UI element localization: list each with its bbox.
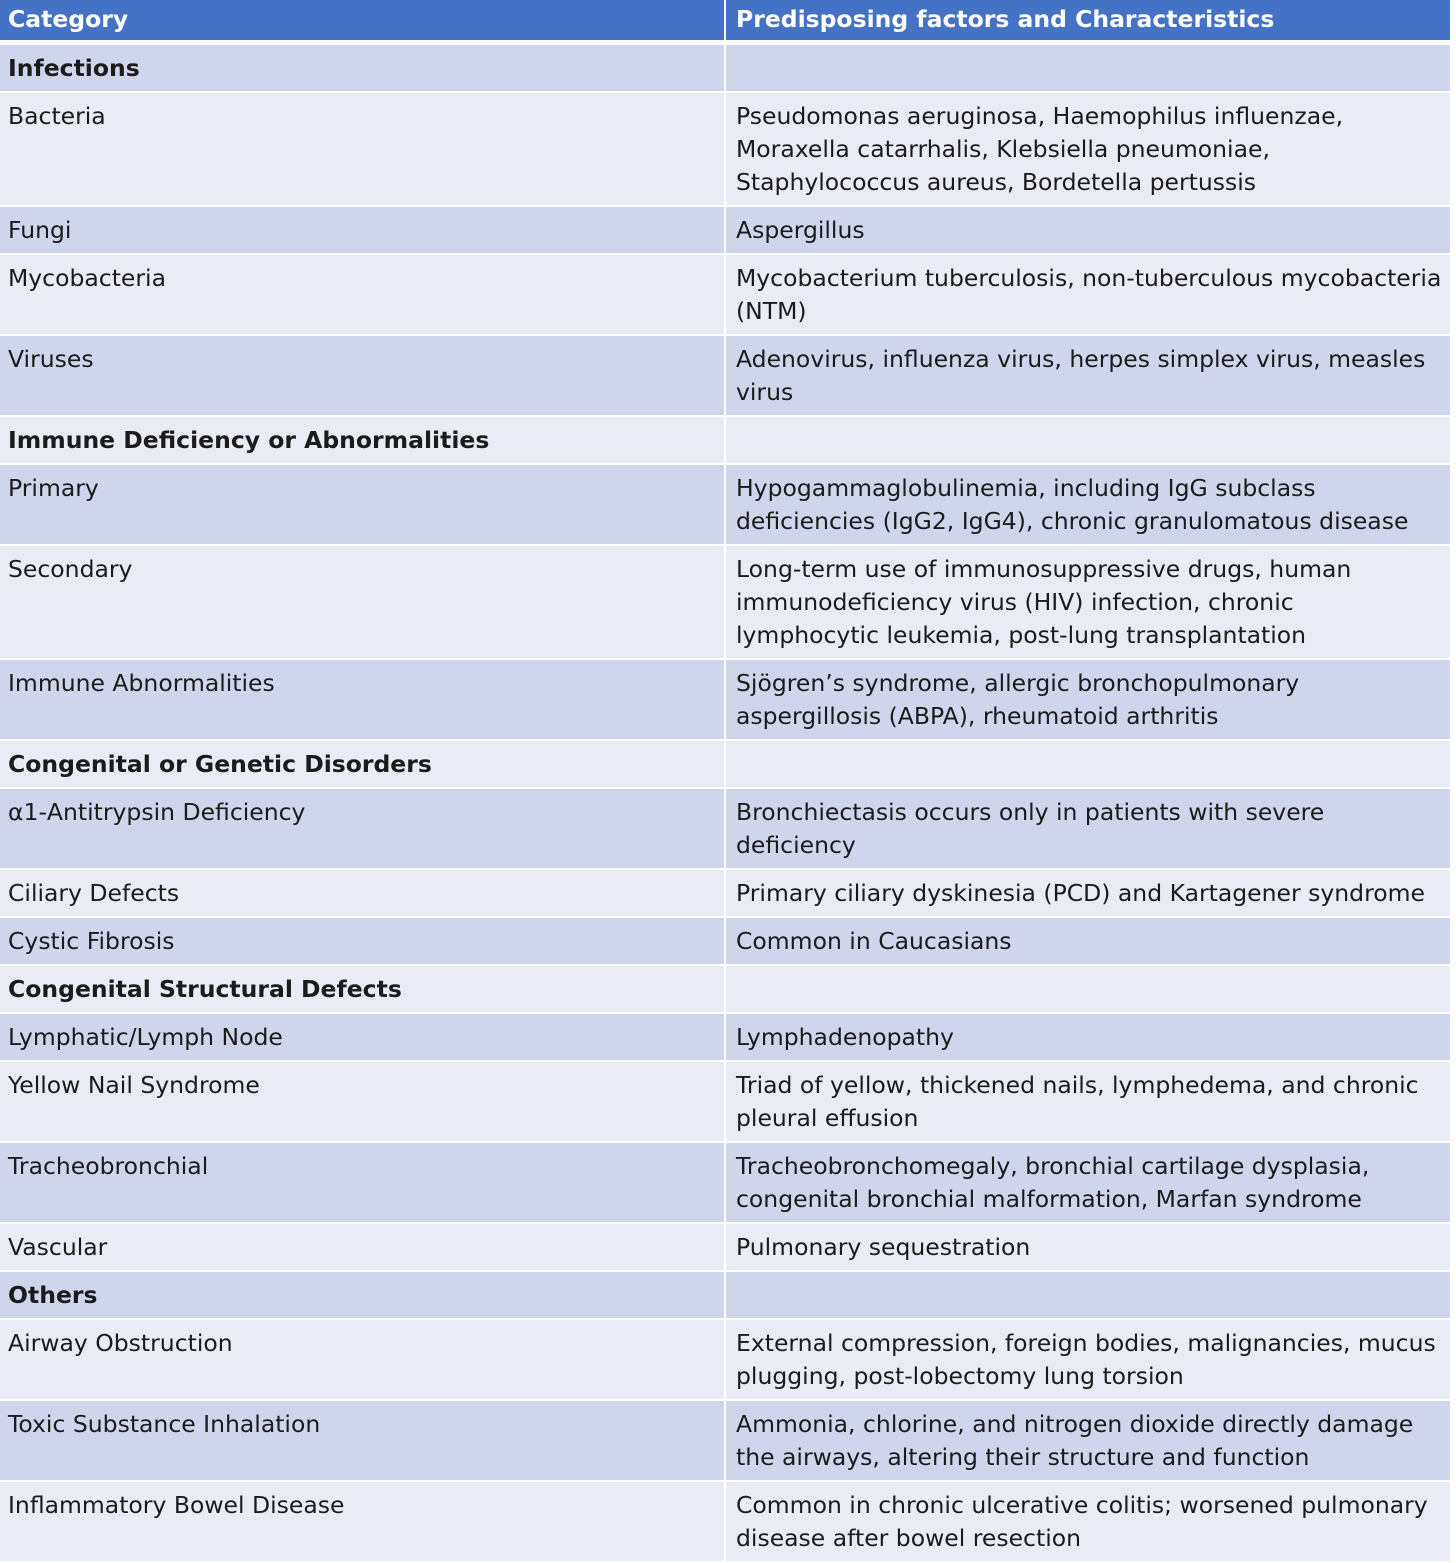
table-row [0, 546, 1450, 660]
category-cell: Lymphatic/Lymph Node [0, 1014, 724, 1062]
factors-cell: Sjögren’s syndrome, allergic bronchopulmonary aspergillosis (ABPA), rheumatoid arthritis [724, 660, 1450, 741]
table-row [0, 1482, 1450, 1563]
section-title: Congenital Structural Defects [0, 966, 724, 1014]
category-cell: Toxic Substance Inhalation [0, 1401, 724, 1482]
category-cell: Vascular [0, 1224, 724, 1272]
factors-cell: Pulmonary sequestration [724, 1224, 1450, 1272]
category-cell: Ciliary Defects [0, 870, 724, 918]
table-cell [724, 45, 1450, 93]
table-cell [724, 741, 1450, 789]
category-cell: Tracheobronchial [0, 1143, 724, 1224]
header-category: Category [0, 0, 724, 45]
factors-cell: Ammonia, chlorine, and nitrogen dioxide directly damage the airways, altering their structure and function [724, 1401, 1450, 1482]
table-row [0, 465, 1450, 546]
table-row [0, 1224, 1450, 1272]
table-row [0, 1401, 1450, 1482]
factors-cell: Triad of yellow, thickened nails, lymphedema, and chronic pleural effusion [724, 1062, 1450, 1143]
table-row [0, 1062, 1450, 1143]
category-cell: Yellow Nail Syndrome [0, 1062, 724, 1143]
category-cell: Mycobacteria [0, 255, 724, 336]
table-row [0, 1320, 1450, 1401]
factors-cell: Hypogammaglobulinemia, including IgG subclass deficiencies (IgG2, IgG4), chronic granulomatous disease [724, 465, 1450, 546]
category-cell: Secondary [0, 546, 724, 660]
category-cell: Primary [0, 465, 724, 546]
table-row [0, 207, 1450, 255]
factors-cell: Mycobacterium tuberculosis, non-tuberculous mycobacteria (NTM) [724, 255, 1450, 336]
section-row-infections [0, 45, 1450, 93]
factors-cell: Tracheobronchomegaly, bronchial cartilage dysplasia, congenital bronchial malformation, Marfan syndrome [724, 1143, 1450, 1224]
factors-cell: Pseudomonas aeruginosa, Haemophilus influenzae, Moraxella catarrhalis, Klebsiella pneumoniae, Staphylococcus aureus, Bordetella pertussis [724, 93, 1450, 207]
category-cell: Cystic Fibrosis [0, 918, 724, 966]
category-cell: Bacteria [0, 93, 724, 207]
section-title: Others [0, 1272, 724, 1320]
table-row [0, 1014, 1450, 1062]
category-cell: Immune Abnormalities [0, 660, 724, 741]
factors-cell: Primary ciliary dyskinesia (PCD) and Kartagener syndrome [724, 870, 1450, 918]
table-row [0, 255, 1450, 336]
section-row-congenital-structural [0, 966, 1450, 1014]
table-header-row [0, 0, 1450, 45]
factors-cell: Lymphadenopathy [724, 1014, 1450, 1062]
section-title: Infections [0, 45, 724, 93]
factors-cell: Common in chronic ulcerative colitis; worsened pulmonary disease after bowel resection [724, 1482, 1450, 1563]
category-cell: α1-Antitrypsin Deficiency [0, 789, 724, 870]
table-row [0, 93, 1450, 207]
table-row [0, 789, 1450, 870]
factors-cell: Long-term use of immunosuppressive drugs, human immunodeficiency virus (HIV) infection, chronic lymphocytic leukemia, post-lung transplantation [724, 546, 1450, 660]
section-row-immune [0, 417, 1450, 465]
factors-cell: Bronchiectasis occurs only in patients with severe deficiency [724, 789, 1450, 870]
table-cell [724, 417, 1450, 465]
category-cell: Viruses [0, 336, 724, 417]
table-cell [724, 966, 1450, 1014]
table-row [0, 870, 1450, 918]
table-row [0, 336, 1450, 417]
factors-cell: Adenovirus, influenza virus, herpes simplex virus, measles virus [724, 336, 1450, 417]
factors-cell: Aspergillus [724, 207, 1450, 255]
section-row-others [0, 1272, 1450, 1320]
table-row [0, 660, 1450, 741]
category-cell: Airway Obstruction [0, 1320, 724, 1401]
category-cell: Fungi [0, 207, 724, 255]
category-cell: Inflammatory Bowel Disease [0, 1482, 724, 1563]
section-row-congenital-genetic [0, 741, 1450, 789]
section-title: Congenital or Genetic Disorders [0, 741, 724, 789]
table-row [0, 918, 1450, 966]
factors-cell: Common in Caucasians [724, 918, 1450, 966]
section-title: Immune Deficiency or Abnormalities [0, 417, 724, 465]
table-cell [724, 1272, 1450, 1320]
factors-cell: External compression, foreign bodies, malignancies, mucus plugging, post-lobectomy lung torsion [724, 1320, 1450, 1401]
header-factors: Predisposing factors and Characteristics [724, 0, 1450, 45]
table-row [0, 1143, 1450, 1224]
